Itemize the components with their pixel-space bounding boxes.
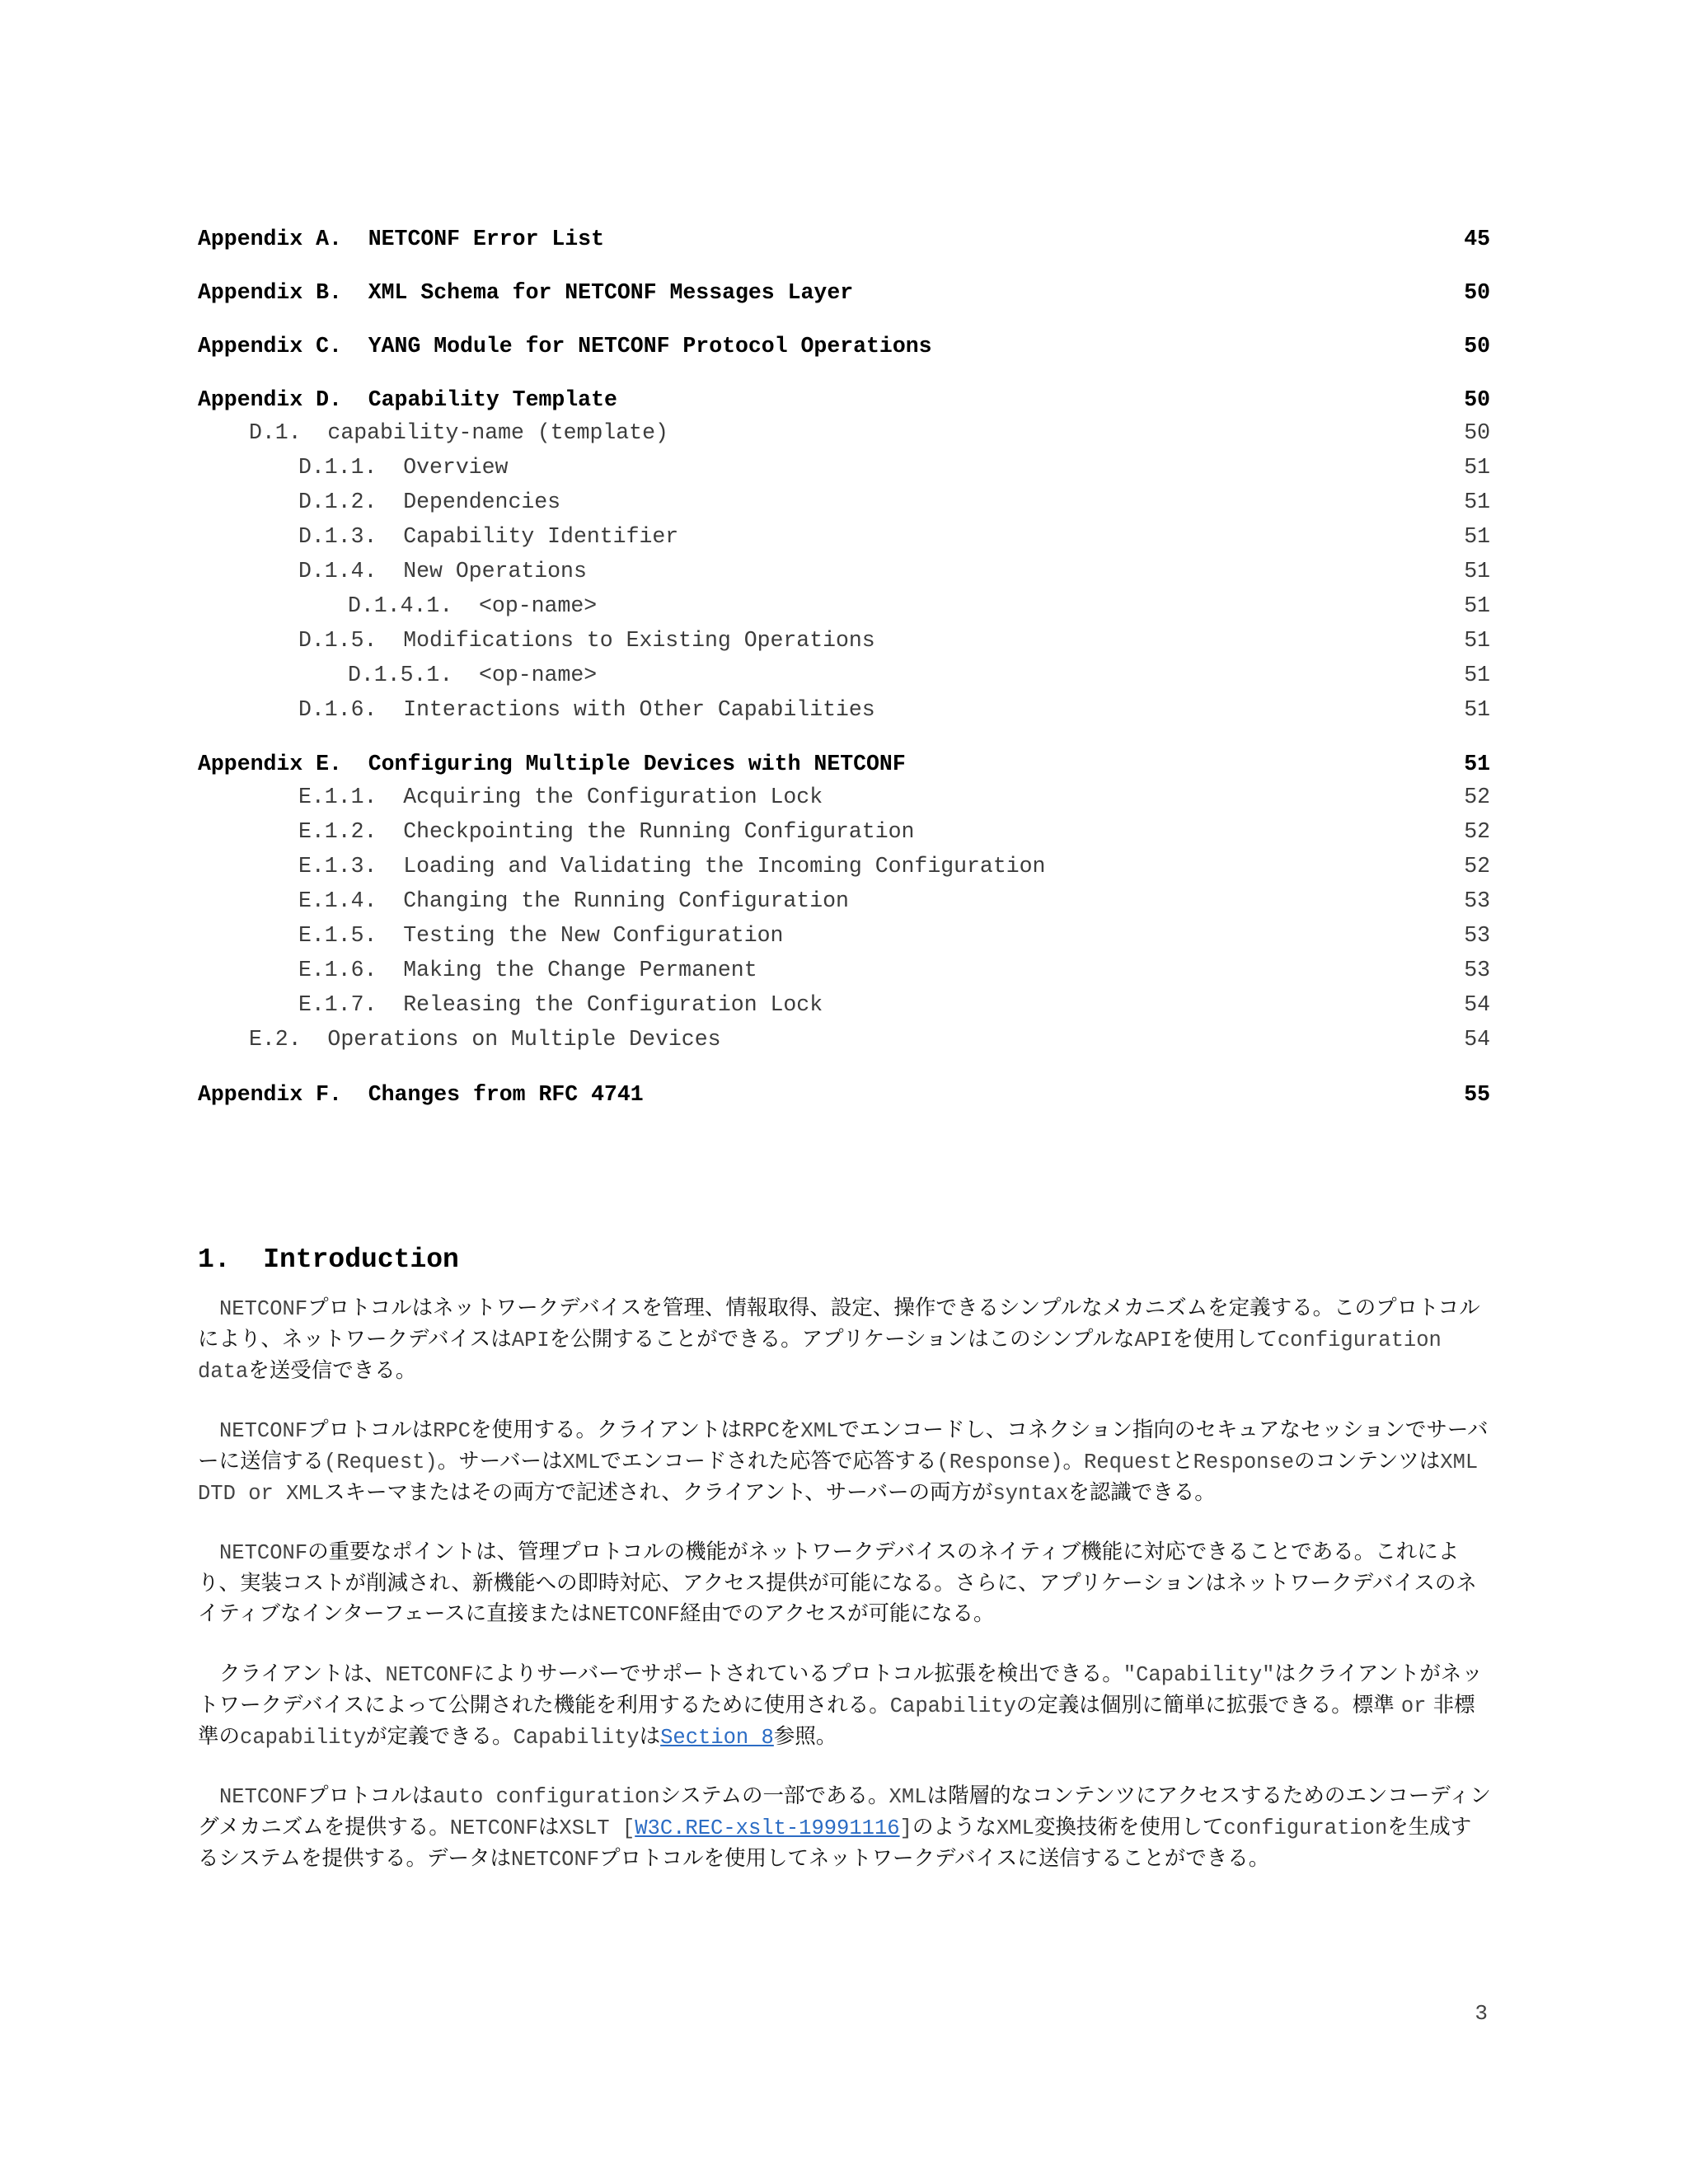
- toc-entry-page: 53: [1464, 958, 1490, 982]
- code-term: API: [1134, 1329, 1173, 1352]
- toc-subentry[interactable]: [198, 416, 1490, 449]
- code-term: NETCONF: [219, 1541, 308, 1565]
- intro-paragraph: [198, 1415, 1492, 1509]
- toc-entry-label: Appendix F. Changes from RFC 4741: [198, 1082, 644, 1107]
- body-text: を: [779, 1418, 801, 1442]
- toc-entry-label: D.1.5.1. <op-name>: [348, 663, 598, 687]
- body-text: でエンコードされた応答で応答する: [600, 1449, 937, 1474]
- toc-entry-label: Appendix A. NETCONF Error List: [198, 227, 604, 251]
- code-term: XML: [800, 1419, 839, 1443]
- toc-entry-page: 51: [1464, 490, 1490, 514]
- body-text: は: [639, 1724, 661, 1749]
- toc-entry-label: D.1.6. Interactions with Other Capabilities: [298, 697, 875, 722]
- toc-entry-page: 50: [1464, 334, 1490, 359]
- body-text: を公開することができる。アプリケーションはこのシンプルな: [549, 1327, 1135, 1352]
- body-text: が定義できる。: [366, 1724, 513, 1749]
- code-term: RPC: [741, 1419, 780, 1443]
- toc-subentry[interactable]: [198, 451, 1490, 484]
- toc-subentry[interactable]: [198, 693, 1490, 726]
- body-text: プロトコルは: [307, 1418, 434, 1442]
- toc-entry-label: D.1.4. New Operations: [298, 559, 587, 583]
- toc-entry-label: Appendix C. YANG Module for NETCONF Protocol Operations: [198, 334, 932, 359]
- code-term: capability: [240, 1726, 367, 1750]
- code-term: syntax: [992, 1482, 1069, 1506]
- section-heading: 1. Introduction: [198, 1244, 459, 1275]
- body-text: クライアントは、: [219, 1661, 386, 1686]
- toc-entry-page: 51: [1464, 559, 1490, 583]
- toc-entry-label: E.2. Operations on Multiple Devices: [249, 1027, 721, 1052]
- toc-subentry[interactable]: [198, 589, 1490, 622]
- code-term: NETCONF: [219, 1785, 308, 1809]
- toc-appendix-entry[interactable]: [198, 383, 1490, 416]
- toc-entry-page: 51: [1464, 628, 1490, 653]
- code-term: auto configuration: [433, 1785, 660, 1809]
- body-text: 。: [1062, 1449, 1084, 1474]
- toc-subentry[interactable]: [198, 520, 1490, 553]
- toc-subentry[interactable]: [198, 850, 1490, 883]
- toc-entry-page: 51: [1464, 524, 1490, 549]
- toc-subentry[interactable]: [198, 485, 1490, 518]
- toc-entry-label: E.1.4. Changing the Running Configuration: [298, 888, 849, 913]
- code-term: API: [511, 1329, 550, 1352]
- toc-entry-label: D.1.5. Modifications to Existing Operations: [298, 628, 875, 653]
- body-text: を生成するシステムを提供する。データは: [198, 1815, 1472, 1871]
- code-term: NETCONF: [219, 1297, 308, 1321]
- reference-link[interactable]: W3C.REC-xslt-19991116: [635, 1816, 900, 1840]
- reference-link[interactable]: Section 8: [660, 1726, 774, 1750]
- toc-appendix-entry[interactable]: [198, 276, 1490, 309]
- code-term: (Request): [324, 1451, 438, 1474]
- code-term: configuration data: [198, 1329, 1442, 1384]
- body-text: プロトコルはネットワークデバイスを管理、情報取得、設定、操作できるシンプルなメカニズムを定義する。このプロトコルにより、ネットワークデバイスは: [198, 1296, 1480, 1352]
- code-term: XML DTD or XML: [198, 1451, 1479, 1506]
- toc-entry-page: 51: [1464, 697, 1490, 722]
- toc-entry-label: D.1.3. Capability Identifier: [298, 524, 679, 549]
- code-term: XML: [889, 1785, 927, 1809]
- intro-paragraph: [198, 1659, 1492, 1753]
- toc-entry-page: 54: [1464, 992, 1490, 1017]
- body-text: システムの一部である。: [659, 1783, 889, 1808]
- toc-entry-label: D.1.4.1. <op-name>: [348, 593, 598, 618]
- toc-entry-page: 50: [1464, 387, 1490, 412]
- body-text: のような: [912, 1815, 996, 1840]
- code-term: NETCONF: [449, 1816, 538, 1840]
- code-term: NETCONF: [219, 1419, 308, 1443]
- code-term: XML: [562, 1451, 601, 1474]
- toc-subentry[interactable]: [198, 1023, 1490, 1056]
- toc-entry-label: Appendix E. Configuring Multiple Devices with NETCONF: [198, 752, 906, 776]
- toc-appendix-entry[interactable]: [198, 330, 1490, 363]
- code-term: "Capability": [1123, 1663, 1275, 1687]
- code-term: XSLT [: [559, 1816, 635, 1840]
- code-term: RPC: [433, 1419, 471, 1443]
- code-term: Response: [1193, 1451, 1295, 1474]
- body-text: と: [1172, 1449, 1193, 1474]
- body-text: は: [537, 1815, 560, 1840]
- toc-entry-label: D.1.2. Dependencies: [298, 490, 561, 514]
- toc-subentry[interactable]: [198, 919, 1490, 952]
- toc-entry-page: 50: [1464, 420, 1490, 445]
- body-text: 変換技術を使用して: [1034, 1815, 1224, 1840]
- toc-subentry[interactable]: [198, 658, 1490, 691]
- toc-appendix-entry[interactable]: [198, 223, 1490, 255]
- intro-paragraph: [198, 1537, 1492, 1630]
- toc-entry-page: 53: [1464, 923, 1490, 948]
- toc-subentry[interactable]: [198, 555, 1490, 588]
- body-text: は階層的なコンテンツにアクセスするためのエンコーディングメカニズムを提供する。: [198, 1783, 1491, 1840]
- toc-appendix-entry[interactable]: [198, 1078, 1490, 1111]
- toc-subentry[interactable]: [198, 624, 1490, 657]
- code-term: NETCONF: [385, 1663, 474, 1687]
- toc-entry-label: E.1.1. Acquiring the Configuration Lock: [298, 785, 823, 809]
- code-term: configuration: [1223, 1816, 1388, 1840]
- body-text: 。サーバーは: [437, 1449, 563, 1474]
- toc-entry-page: 53: [1464, 888, 1490, 913]
- code-term: Request: [1083, 1451, 1173, 1474]
- body-text: を使用して: [1172, 1327, 1278, 1352]
- toc-entry-page: 52: [1464, 785, 1490, 809]
- toc-entry-page: 52: [1464, 854, 1490, 879]
- toc-entry-page: 54: [1464, 1027, 1490, 1052]
- body-text: プロトコルを使用してネットワークデバイスに送信することができる。: [599, 1846, 1270, 1871]
- toc-subentry[interactable]: [198, 988, 1490, 1021]
- toc-entry-label: Appendix D. Capability Template: [198, 387, 617, 412]
- body-text: 参照。: [773, 1724, 837, 1749]
- code-term: ]: [899, 1816, 912, 1840]
- toc-subentry[interactable]: [198, 815, 1490, 848]
- body-text: はクライアントがネットワークデバイスによって公開された機能を利用するために使用される。: [198, 1661, 1483, 1718]
- code-term: XML: [996, 1816, 1034, 1840]
- toc-subentry[interactable]: [198, 884, 1490, 917]
- toc-entry-page: 51: [1464, 455, 1490, 480]
- toc-entry-label: E.1.6. Making the Change Permanent: [298, 958, 757, 982]
- body-text: プロトコルは: [307, 1783, 434, 1808]
- toc-entry-label: E.1.3. Loading and Validating the Incoming Configuration: [298, 854, 1046, 879]
- body-text: を送受信できる。: [248, 1358, 417, 1383]
- code-term: NETCONF: [591, 1603, 680, 1627]
- body-text: を使用する。クライアントは: [471, 1418, 742, 1442]
- body-text: 非標準の: [198, 1693, 1475, 1749]
- toc-entry-label: Appendix B. XML Schema for NETCONF Messages Layer: [198, 280, 854, 305]
- code-term: or: [1400, 1694, 1427, 1718]
- body-text: の重要なポイントは、管理プロトコルの機能がネットワークデバイスのネイティブ機能に対応できることである。これにより、実装コストが削減され、新機能への即時対応、アクセス提供が可能になる。さらに、アプリケーションはネットワークデバイスのネイティブなインターフェースに直接または: [198, 1540, 1477, 1626]
- page-number: 3: [1475, 2001, 1488, 2026]
- body-text: のコンテンツは: [1294, 1449, 1441, 1474]
- toc-entry-page: 55: [1464, 1082, 1490, 1107]
- toc-entry-page: 50: [1464, 280, 1490, 305]
- toc-entry-label: E.1.2. Checkpointing the Running Configuration: [298, 819, 915, 844]
- toc-entry-page: 45: [1464, 227, 1490, 251]
- toc-entry-label: E.1.7. Releasing the Configuration Lock: [298, 992, 823, 1017]
- toc-subentry[interactable]: [198, 780, 1490, 813]
- toc-subentry[interactable]: [198, 954, 1490, 987]
- body-text: の定義は個別に簡単に拡張できる。標準: [1015, 1693, 1401, 1718]
- body-text: を認識できる。: [1068, 1480, 1216, 1505]
- toc-entry-page: 51: [1464, 593, 1490, 618]
- intro-paragraph: [198, 1293, 1492, 1387]
- toc-entry-label: D.1. capability-name (template): [249, 420, 668, 445]
- code-term: Capability: [513, 1726, 640, 1750]
- code-term: NETCONF: [510, 1848, 600, 1872]
- toc-entry-label: D.1.1. Overview: [298, 455, 509, 480]
- toc-entry-label: E.1.5. Testing the New Configuration: [298, 923, 784, 948]
- toc-entry-page: 51: [1464, 663, 1490, 687]
- body-text: 経由でのアクセスが可能になる。: [679, 1601, 995, 1626]
- toc-entry-page: 52: [1464, 819, 1490, 844]
- toc-appendix-entry[interactable]: [198, 748, 1490, 780]
- body-text: によりサーバーでサポートされているプロトコル拡張を検出できる。: [473, 1661, 1123, 1686]
- body-text: スキーマまたはその両方で記述され、クライアント、サーバーの両方が: [324, 1480, 993, 1505]
- code-term: (Response): [936, 1451, 1063, 1474]
- body-text: でエンコードし、コネクション指向のセキュアなセッションでサーバーに送信する: [198, 1418, 1489, 1474]
- intro-paragraph: [198, 1781, 1492, 1875]
- toc-entry-page: 51: [1464, 752, 1490, 776]
- code-term: Capability: [889, 1694, 1016, 1718]
